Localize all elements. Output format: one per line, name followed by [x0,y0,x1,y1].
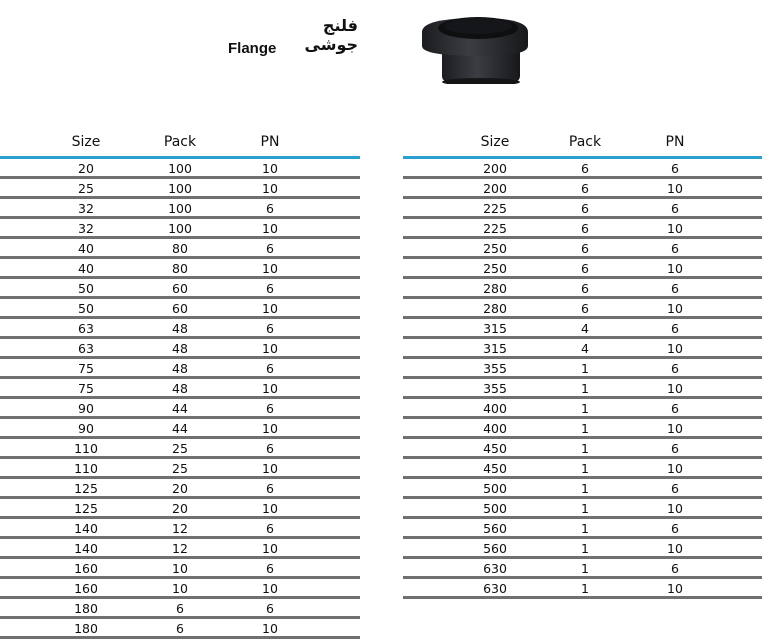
size-cell: 110 [74,461,98,476]
pack-cell: 60 [172,281,188,296]
pack-cell: 1 [581,521,589,536]
pack-cell: 44 [172,401,188,416]
pn-cell: 10 [667,181,683,196]
table-row [0,279,360,299]
size-cell: 63 [78,341,94,356]
pn-cell: 10 [667,301,683,316]
pn-cell: 10 [667,541,683,556]
size-cell: 32 [78,221,94,236]
pn-cell: 10 [667,381,683,396]
pack-cell: 80 [172,261,188,276]
table-row [0,439,360,459]
pn-cell: 6 [266,601,274,616]
pn-cell: 10 [667,221,683,236]
pn-cell: 10 [262,381,278,396]
pack-cell: 10 [172,561,188,576]
size-cell: 225 [483,201,507,216]
table-row [403,199,762,219]
table-row [403,579,762,599]
size-cell: 160 [74,561,98,576]
size-cell: 180 [74,601,98,616]
pn-cell: 10 [262,261,278,276]
column-header-size: Size [71,134,101,150]
pn-cell: 10 [262,501,278,516]
size-cell: 40 [78,261,94,276]
pack-cell: 1 [581,421,589,436]
flange-product-image [418,12,528,84]
pn-cell: 6 [671,521,679,536]
pn-cell: 6 [671,481,679,496]
table-row [0,359,360,379]
size-cell: 20 [78,161,94,176]
pn-cell: 6 [266,241,274,256]
pn-cell: 6 [266,321,274,336]
table-row [403,459,762,479]
pn-cell: 6 [266,201,274,216]
size-cell: 200 [483,161,507,176]
pack-cell: 25 [172,461,188,476]
title-english: Flange [228,40,277,57]
pack-cell: 1 [581,441,589,456]
pack-cell: 6 [581,221,589,236]
pack-cell: 1 [581,541,589,556]
pn-cell: 6 [671,161,679,176]
size-cell: 25 [78,181,94,196]
pack-cell: 1 [581,361,589,376]
pn-cell: 6 [671,441,679,456]
size-cell: 200 [483,181,507,196]
pn-cell: 6 [266,361,274,376]
pack-cell: 100 [168,221,192,236]
pn-cell: 10 [262,581,278,596]
size-cell: 315 [483,321,507,336]
size-cell: 110 [74,441,98,456]
pn-cell: 6 [266,561,274,576]
pack-cell: 4 [581,341,589,356]
size-cell: 450 [483,461,507,476]
table-row [403,519,762,539]
table-row [403,159,762,179]
column-header-pn: PN [665,134,685,150]
pn-cell: 10 [262,181,278,196]
table-row [403,439,762,459]
table-header [403,131,762,159]
pack-cell: 6 [581,241,589,256]
pn-cell: 6 [671,561,679,576]
size-cell: 125 [74,501,98,516]
size-cell: 500 [483,501,507,516]
table-row [0,479,360,499]
pack-cell: 4 [581,321,589,336]
pack-cell: 20 [172,501,188,516]
table-row [0,539,360,559]
table-row [0,319,360,339]
pack-cell: 100 [168,161,192,176]
pack-cell: 6 [581,301,589,316]
pn-cell: 10 [667,261,683,276]
pn-cell: 6 [266,281,274,296]
table-row [403,339,762,359]
size-cell: 40 [78,241,94,256]
pack-cell: 1 [581,561,589,576]
size-cell: 90 [78,421,94,436]
pn-cell: 10 [667,581,683,596]
size-cell: 280 [483,301,507,316]
table-row [403,279,762,299]
pn-cell: 10 [262,221,278,236]
table-row [0,519,360,539]
table-row [403,259,762,279]
size-cell: 140 [74,521,98,536]
size-cell: 75 [78,361,94,376]
size-cell: 560 [483,521,507,536]
pack-cell: 6 [581,161,589,176]
pack-cell: 1 [581,381,589,396]
left-size-table [0,131,360,639]
table-row [0,339,360,359]
table-row [403,359,762,379]
pack-cell: 60 [172,301,188,316]
table-row [0,199,360,219]
pack-cell: 10 [172,581,188,596]
pn-cell: 10 [262,621,278,636]
size-cell: 355 [483,381,507,396]
table-row [0,219,360,239]
pack-cell: 48 [172,321,188,336]
table-row [0,619,360,639]
pack-cell: 6 [581,261,589,276]
table-row [0,239,360,259]
column-header-pack: Pack [163,134,197,150]
table-row [403,539,762,559]
size-cell: 160 [74,581,98,596]
table-row [0,579,360,599]
pack-cell: 20 [172,481,188,496]
right-size-table [403,131,762,599]
size-cell: 450 [483,441,507,456]
pack-cell: 1 [581,481,589,496]
table-row [0,299,360,319]
size-cell: 630 [483,581,507,596]
size-cell: 280 [483,281,507,296]
pack-cell: 6 [581,201,589,216]
size-cell: 50 [78,301,94,316]
pack-cell: 100 [168,181,192,196]
pack-cell: 48 [172,381,188,396]
pn-cell: 6 [266,481,274,496]
pack-cell: 12 [172,521,188,536]
pack-cell: 44 [172,421,188,436]
pack-cell: 1 [581,581,589,596]
pn-cell: 10 [667,421,683,436]
pack-cell: 1 [581,501,589,516]
size-cell: 250 [483,241,507,256]
size-cell: 75 [78,381,94,396]
table-row [403,559,762,579]
pack-cell: 6 [176,601,184,616]
table-row [0,599,360,619]
pn-cell: 10 [667,341,683,356]
pack-cell: 1 [581,461,589,476]
size-cell: 50 [78,281,94,296]
pack-cell: 1 [581,401,589,416]
table-row [403,299,762,319]
size-cell: 250 [483,261,507,276]
size-cell: 32 [78,201,94,216]
pn-cell: 10 [262,541,278,556]
table-row [0,459,360,479]
pack-cell: 100 [168,201,192,216]
column-header-size: Size [480,134,510,150]
size-cell: 500 [483,481,507,496]
table-row [403,399,762,419]
pack-cell: 6 [176,621,184,636]
table-row [0,419,360,439]
table-row [0,259,360,279]
table-row [403,219,762,239]
pn-cell: 6 [266,401,274,416]
size-cell: 140 [74,541,98,556]
pn-cell: 10 [262,341,278,356]
size-cell: 225 [483,221,507,236]
pn-cell: 6 [671,361,679,376]
pn-cell: 6 [671,401,679,416]
column-header-pack: Pack [568,134,602,150]
table-row [0,559,360,579]
size-cell: 63 [78,321,94,336]
pn-cell: 10 [667,501,683,516]
pack-cell: 12 [172,541,188,556]
size-cell: 630 [483,561,507,576]
table-row [0,159,360,179]
pack-cell: 25 [172,441,188,456]
column-header-pn: PN [260,134,280,150]
pn-cell: 10 [262,461,278,476]
pn-cell: 10 [667,461,683,476]
table-row [403,239,762,259]
table-row [403,499,762,519]
pn-cell: 10 [262,161,278,176]
pn-cell: 6 [671,201,679,216]
pack-cell: 48 [172,341,188,356]
table-header [0,131,360,159]
pn-cell: 6 [671,241,679,256]
size-cell: 400 [483,401,507,416]
table-row [403,179,762,199]
pack-cell: 6 [581,281,589,296]
size-cell: 90 [78,401,94,416]
size-cell: 180 [74,621,98,636]
size-cell: 355 [483,361,507,376]
size-cell: 125 [74,481,98,496]
pack-cell: 6 [581,181,589,196]
pn-cell: 6 [266,441,274,456]
pack-cell: 48 [172,361,188,376]
table-row [403,419,762,439]
size-cell: 315 [483,341,507,356]
table-row [0,499,360,519]
table-row [403,379,762,399]
pn-cell: 6 [671,281,679,296]
title-persian: فلنج جوشی [304,16,358,54]
size-cell: 560 [483,541,507,556]
pack-cell: 80 [172,241,188,256]
pn-cell: 10 [262,421,278,436]
pn-cell: 6 [266,521,274,536]
pn-cell: 10 [262,301,278,316]
table-row [0,399,360,419]
table-row [0,379,360,399]
pn-cell: 6 [671,321,679,336]
table-row [403,479,762,499]
table-row [0,179,360,199]
table-row [403,319,762,339]
size-cell: 400 [483,421,507,436]
